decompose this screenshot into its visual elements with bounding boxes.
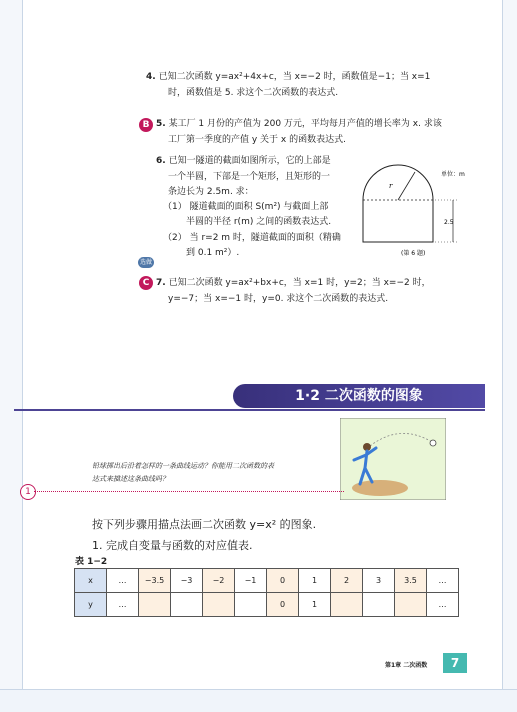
tunnel-outline bbox=[363, 165, 433, 242]
tunnel-unit-label: 单位：m bbox=[441, 171, 465, 178]
exercise-7-line2: y=−7；当 x=−1 时，y=0. 求这个二次函数的表达式. bbox=[168, 294, 389, 304]
exercise-5 bbox=[156, 117, 442, 132]
exercise-6-q1a: （1） 隧道截面的面积 S(m²) 与截面上部 bbox=[163, 202, 329, 212]
exercise-6-line2: 一个半圆，下部是一个矩形，且矩形的一 bbox=[168, 172, 331, 182]
exercise-6-number: 6. bbox=[156, 156, 166, 166]
dotted-divider bbox=[34, 491, 344, 492]
intro-text: 按下列步骤用描点法画二次函数 y=x² 的图象. bbox=[92, 518, 317, 531]
table-cell: −2 bbox=[203, 569, 235, 593]
table-cell: −3 bbox=[171, 569, 203, 593]
table-cell: −1 bbox=[235, 569, 267, 593]
bottom-margin bbox=[0, 689, 517, 712]
shot-ball bbox=[430, 440, 436, 446]
exercise-4-number: 4. bbox=[146, 72, 156, 82]
table-cell bbox=[395, 593, 427, 617]
exercise-4-line2: 时，函数值是 5. 求这个二次函数的表达式. bbox=[168, 88, 339, 98]
exercise-7 bbox=[156, 276, 431, 291]
exercise-7-number: 7. bbox=[156, 278, 166, 288]
table-cell: x bbox=[75, 569, 107, 593]
table-cell: y bbox=[75, 593, 107, 617]
table-cell bbox=[171, 593, 203, 617]
table-caption: 表 1−2 bbox=[75, 557, 108, 567]
table-cell: 0 bbox=[267, 569, 299, 593]
page-number: 7 bbox=[443, 653, 467, 673]
table-cell: 1 bbox=[299, 593, 331, 617]
table-cell: 1 bbox=[299, 569, 331, 593]
exercise-4 bbox=[146, 70, 430, 85]
selection-tag: 选做 bbox=[139, 259, 152, 266]
table-cell: 3 bbox=[363, 569, 395, 593]
intro-question-line2: 达式来描述这条曲线吗？ bbox=[92, 475, 169, 483]
exercise-6-line3: 条边长为 2.5m. 求： bbox=[168, 187, 254, 197]
tunnel-height-label: 2.5 bbox=[444, 219, 454, 226]
exercise-7-line1: 已知二次函数 y=ax²+bx+c，当 x=1 时，y=2；当 x=−2 时， bbox=[168, 278, 431, 288]
table-row-x bbox=[75, 569, 459, 593]
table-cell bbox=[235, 593, 267, 617]
table-cell bbox=[203, 593, 235, 617]
exercise-5-number: 5. bbox=[156, 119, 166, 129]
right-margin bbox=[502, 0, 517, 712]
value-table bbox=[74, 568, 459, 617]
table-cell: … bbox=[427, 593, 459, 617]
table-cell: −3.5 bbox=[139, 569, 171, 593]
table-cell: … bbox=[427, 569, 459, 593]
exercise-6-q1b: 半圆的半径 r(m) 之间的函数表达式. bbox=[186, 217, 332, 227]
step-1-text: 1. 完成自变量与函数的对应值表. bbox=[92, 539, 253, 552]
table-cell: 2 bbox=[331, 569, 363, 593]
tunnel-figure-caption: (第 6 题) bbox=[401, 250, 426, 257]
exercise-4-line1: 已知二次函数 y=ax²+4x+c，当 x=−2 时，函数值是−1；当 x=1 bbox=[158, 72, 431, 82]
level-c-badge: C bbox=[139, 276, 153, 290]
table-cell bbox=[139, 593, 171, 617]
section-rule bbox=[14, 409, 485, 411]
tunnel-radius-label: r bbox=[389, 182, 393, 190]
step-circle-1: 1 bbox=[20, 484, 36, 500]
level-b-badge: B bbox=[139, 118, 153, 132]
exercise-6-q2a: （2） 当 r=2 m 时，隧道截面的面积（精确 bbox=[163, 233, 341, 243]
table-cell: 3.5 bbox=[395, 569, 427, 593]
exercise-6-q2b: 到 0.1 m²）. bbox=[186, 248, 240, 258]
table-cell: … bbox=[107, 569, 139, 593]
table-row-y bbox=[75, 593, 459, 617]
tunnel-figure bbox=[343, 158, 478, 258]
table-cell: … bbox=[107, 593, 139, 617]
exercise-6 bbox=[156, 154, 331, 169]
exercise-5-line1: 某工厂 1 月份的产值为 200 万元，平均每月产值的增长率为 x. 求该 bbox=[168, 119, 442, 129]
left-margin bbox=[0, 0, 23, 712]
table-cell bbox=[331, 593, 363, 617]
shot-put-illustration bbox=[340, 418, 446, 500]
exercise-5-line2: 工厂第一季度的产值 y 关于 x 的函数表达式. bbox=[168, 135, 346, 145]
chapter-label: 第1章 二次函数 bbox=[385, 662, 428, 669]
intro-question-line1: 铅球掷出后沿着怎样的一条曲线运动？你能用二次函数的表 bbox=[92, 462, 274, 470]
table-cell bbox=[363, 593, 395, 617]
exercise-6-line1: 已知一隧道的截面如图所示，它的上部是 bbox=[168, 156, 331, 166]
table-cell: 0 bbox=[267, 593, 299, 617]
section-title: 1·2 二次函数的图象 bbox=[233, 384, 485, 408]
